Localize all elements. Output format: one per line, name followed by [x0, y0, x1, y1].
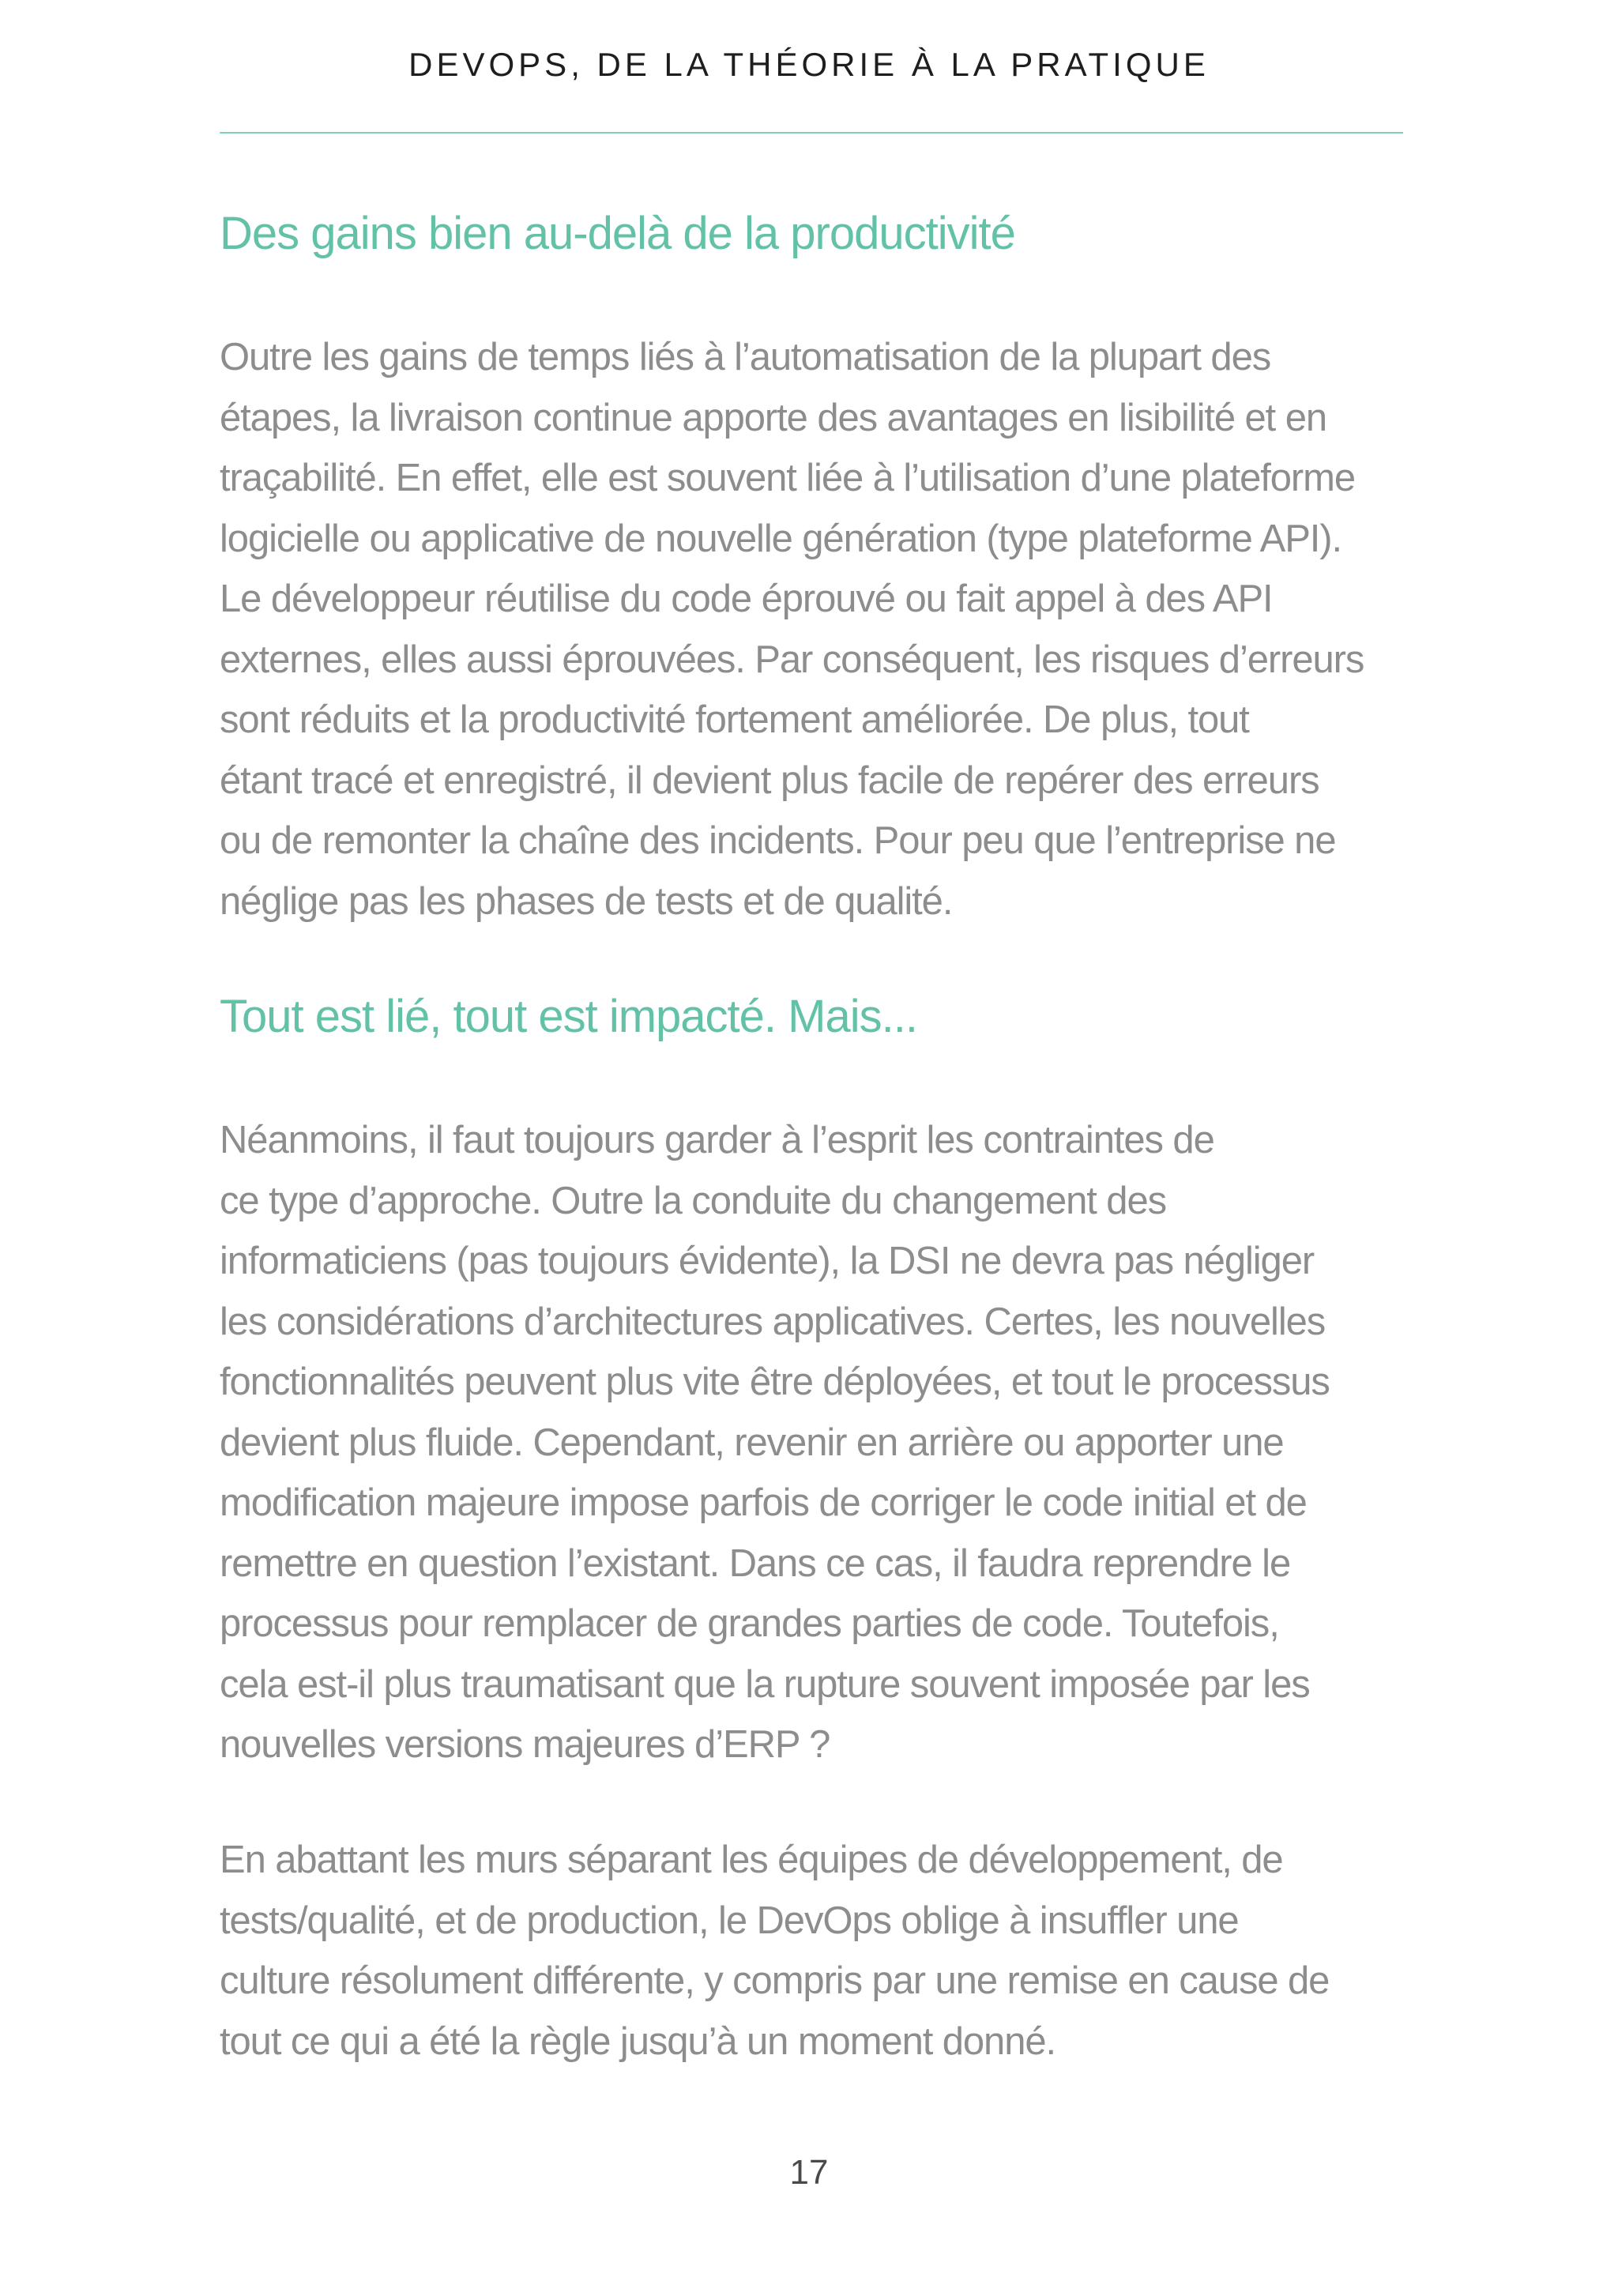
text-line: ou de remonter la chaîne des incidents. Pour peu que l’entreprise ne: [220, 819, 1336, 862]
text-line: tests/qualité, et de production, le DevOps oblige à insuffler une: [220, 1899, 1239, 1942]
text-line: les considérations d’architectures applicatives. Certes, les nouvelles: [220, 1300, 1326, 1343]
section-heading-impact: Tout est lié, tout est impacté. Mais...: [220, 991, 917, 1042]
text-line: étant tracé et enregistré, il devient plus facile de repérer des erreurs: [220, 758, 1319, 802]
text-line: ce type d’approche. Outre la conduite du changement des: [220, 1179, 1166, 1222]
paragraph-culture: [220, 1830, 1405, 2072]
page-number: 17: [789, 2153, 829, 2192]
text-line: Le développeur réutilise du code éprouvé ou fait appel à des API: [220, 578, 1273, 620]
text-line: Outre les gains de temps liés à l’automatisation de la plupart des: [220, 336, 1271, 378]
text-line: logicielle ou applicative de nouvelle génération (type plateforme API).: [220, 517, 1342, 560]
text-line: néglige pas les phases de tests et de qualité.: [220, 879, 953, 923]
text-line: informaticiens (pas toujours évidente), la DSI ne devra pas négliger: [220, 1240, 1315, 1282]
header-divider: [220, 132, 1403, 134]
paragraph-gains: [220, 327, 1405, 932]
text-line: devient plus fluide. Cependant, revenir en arrière ou apporter une: [220, 1421, 1284, 1464]
text-line: traçabilité. En effet, elle est souvent liée à l’utilisation d’une plateforme: [220, 457, 1356, 499]
text-line: En abattant les murs séparant les équipes de développement, de: [220, 1839, 1283, 1881]
text-line: sont réduits et la productivité fortement améliorée. De plus, tout: [220, 698, 1249, 741]
text-line: tout ce qui a été la règle jusqu’à un moment donné.: [220, 2019, 1056, 2063]
text-line: externes, elles aussi éprouvées. Par conséquent, les risques d’erreurs: [220, 638, 1364, 681]
text-line: cela est-il plus traumatisant que la rupture souvent imposée par les: [220, 1662, 1310, 1706]
paragraph-constraints: [220, 1110, 1405, 1775]
section-heading-gains: Des gains bien au-delà de la productivité: [220, 208, 1015, 259]
text-line: fonctionnalités peuvent plus vite être déployées, et tout le processus: [220, 1361, 1330, 1403]
running-header: DEVOPS, DE LA THÉORIE À LA PRATIQUE: [408, 46, 1210, 83]
text-line: nouvelles versions majeures d’ERP ?: [220, 1723, 830, 1766]
text-line: culture résolument différente, y compris par une remise en cause de: [220, 1959, 1330, 2002]
text-line: Néanmoins, il faut toujours garder à l’esprit les contraintes de: [220, 1119, 1214, 1161]
text-line: modification majeure impose parfois de corriger le code initial et de: [220, 1481, 1307, 1524]
text-line: remettre en question l’existant. Dans ce cas, il faudra reprendre le: [220, 1541, 1291, 1585]
text-line: étapes, la livraison continue apporte des avantages en lisibilité et en: [220, 396, 1327, 439]
text-line: processus pour remplacer de grandes parties de code. Toutefois,: [220, 1602, 1279, 1645]
